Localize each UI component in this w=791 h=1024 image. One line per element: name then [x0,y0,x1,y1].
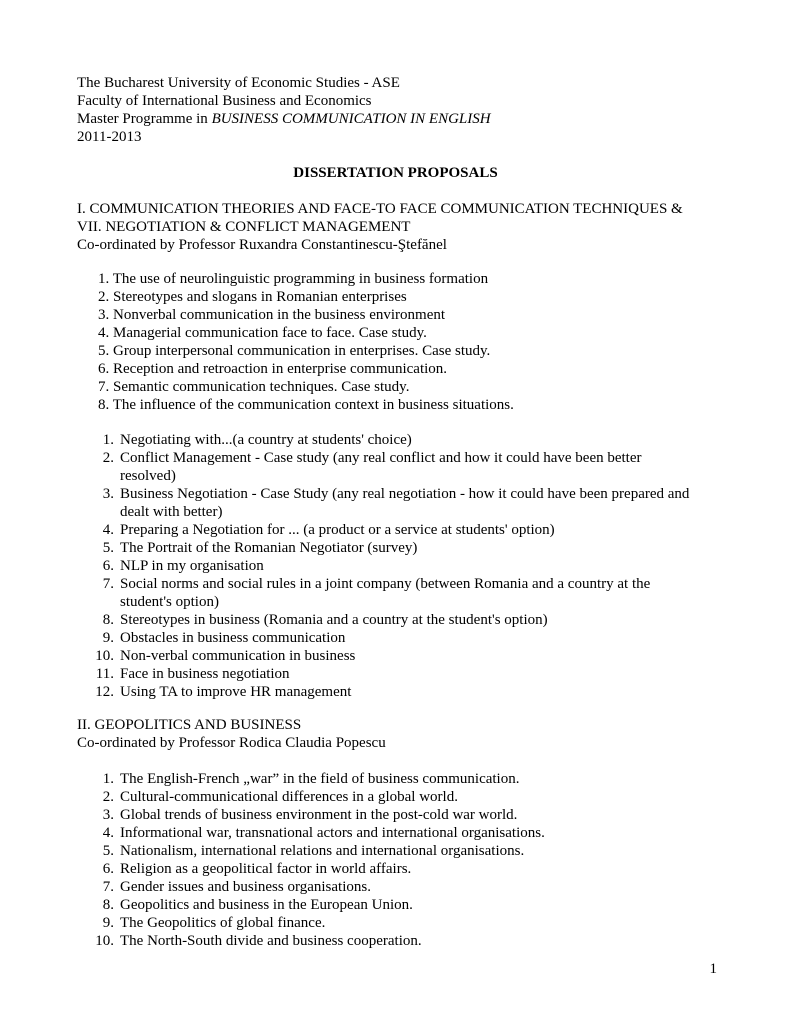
list-item-number: 7. [102,879,114,895]
list-item: NLP in my organisation [120,558,264,574]
list-item: Geopolitics and business in the European Union. [120,897,413,913]
list-item-number: 3. [102,486,114,502]
section-2-coordinator: Co-ordinated by Professor Rodica Claudia Popescu [77,735,386,751]
list-item: 7. Semantic communication techniques. Case study. [98,379,410,395]
section-1-heading-line-2: VII. NEGOTIATION & CONFLICT MANAGEMENT [77,219,411,235]
list-item-number: 6. [102,861,114,877]
list-item: The Portrait of the Romanian Negotiator (survey) [120,540,418,556]
list-item: The Geopolitics of global finance. [120,915,326,931]
list-item: 6. Reception and retroaction in enterprise communication. [98,361,448,377]
list-item: Using TA to improve HR management [120,684,352,700]
list-item: 3. Nonverbal communication in the business environment [98,307,446,323]
list-item: Non-verbal communication in business [120,648,356,664]
list-item-number: 3. [102,807,114,823]
list-item-number: 5. [102,540,114,556]
list-item: Face in business negotiation [120,666,290,682]
section-1-coordinator: Co-ordinated by Professor Ruxandra Constantinescu-Ştefănel [77,237,447,253]
list-item-continuation: dealt with better) [120,504,223,520]
list-item: 5. Group interpersonal communication in enterprises. Case study. [98,343,491,359]
list-item: 8. The influence of the communication context in business situations. [98,397,514,413]
list-item: Gender issues and business organisations. [120,879,371,895]
page-number: 1 [709,961,717,977]
list-item: The English-French „war” in the field of business communication. [120,771,520,787]
list-item-number: 9. [102,915,114,931]
document-title: DISSERTATION PROPOSALS [293,165,498,181]
list-item-number: 6. [102,558,114,574]
list-item: Religion as a geopolitical factor in world affairs. [120,861,412,877]
list-item-number: 8. [102,897,114,913]
list-item: Informational war, transnational actors and international organisations. [120,825,545,841]
programme-years: 2011-2013 [77,129,142,145]
list-item-continuation: resolved) [120,468,176,484]
section-1-heading-line-1: I. COMMUNICATION THEORIES AND FACE-TO FACE COMMUNICATION TECHNIQUES & [77,201,683,217]
section-2-heading: II. GEOPOLITICS AND BUSINESS [77,717,302,733]
list-item-number: 1. [102,432,114,448]
list-item: 4. Managerial communication face to face. Case study. [98,325,427,341]
list-item: Business Negotiation - Case Study (any real negotiation - how it could have been prepared and [120,486,690,502]
programme-name: BUSINESS COMMUNICATION IN ENGLISH [211,111,491,127]
list-item: Stereotypes in business (Romania and a country at the student's option) [120,612,548,628]
programme-prefix: Master Programme in [77,111,212,127]
list-item: Global trends of business environment in the post-cold war world. [120,807,518,823]
list-item-number: 2. [102,789,114,805]
list-item: Negotiating with...(a country at students' choice) [120,432,412,448]
list-item: 1. The use of neurolinguistic programming in business formation [98,271,489,287]
list-item-number: 9. [102,630,114,646]
list-item-number: 11. [95,666,114,682]
list-item-number: 4. [102,825,114,841]
list-item: Nationalism, international relations and international organisations. [120,843,525,859]
faculty-name: Faculty of International Business and Economics [77,93,372,109]
list-item-number: 4. [102,522,114,538]
list-item: 2. Stereotypes and slogans in Romanian enterprises [98,289,407,305]
list-item-number: 12. [95,684,114,700]
list-item: Obstacles in business communication [120,630,346,646]
list-item-number: 10. [95,933,114,949]
list-item-number: 10. [95,648,114,664]
list-item-number: 5. [102,843,114,859]
list-item: Social norms and social rules in a joint company (between Romania and a country at the [120,576,651,592]
list-item: Preparing a Negotiation for ... (a product or a service at students' option) [120,522,555,538]
list-item-continuation: student's option) [120,594,219,610]
list-item: The North-South divide and business cooperation. [120,933,422,949]
university-name: The Bucharest University of Economic Studies - ASE [77,75,400,91]
list-item: Cultural-communicational differences in a global world. [120,789,458,805]
list-item-number: 7. [102,576,114,592]
list-item-number: 2. [102,450,114,466]
programme-line [77,110,491,128]
list-item-number: 1. [102,771,114,787]
list-item-number: 8. [102,612,114,628]
list-item: Conflict Management - Case study (any real conflict and how it could have been better [120,450,642,466]
